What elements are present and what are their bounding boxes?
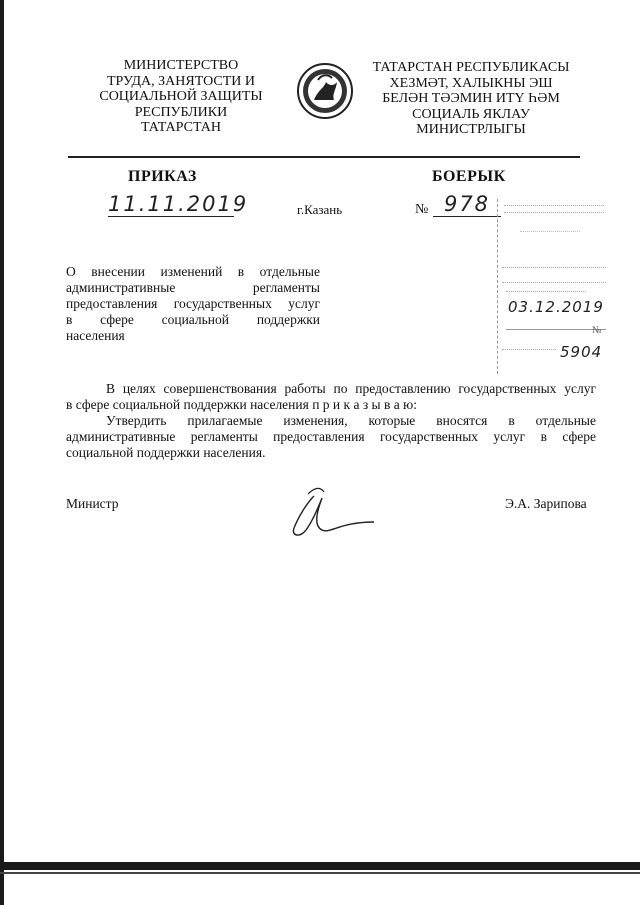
order-subject-line: в сфере социальной поддержки xyxy=(66,312,320,327)
order-body xyxy=(66,381,596,461)
ministry-name-ru-line: СОЦИАЛЬНОЙ ЗАЩИТЫ xyxy=(99,89,263,104)
ministry-name-tt-line: БЕЛӘН ТӘЭМИН ИТҮ ҺӘМ xyxy=(382,91,560,106)
order-subject-line: административные регламенты xyxy=(66,280,320,295)
ministry-name-tt-line: ХЕЗМӘТ, ХАЛЫКНЫ ЭШ xyxy=(389,75,553,91)
order-subject-line: О внесении изменений в отдельные xyxy=(66,264,320,279)
body-line: социальной поддержки населения. xyxy=(66,445,266,460)
scan-bottom-line xyxy=(0,872,640,874)
stamp-number-label: № xyxy=(592,325,602,336)
ministry-name-tt-line: МИНИСТРЛЫГЫ xyxy=(416,122,526,137)
scan-bottom-border xyxy=(0,862,640,870)
tatarstan-emblem-icon xyxy=(296,60,354,122)
scan-left-border xyxy=(0,0,4,905)
order-number-field xyxy=(433,192,501,217)
stamp-reg-number: 5904 xyxy=(560,343,603,361)
stamp-date: 03.12.2019 xyxy=(508,298,604,316)
header-divider xyxy=(68,156,580,158)
signatory-name: Э.А. Зарипова xyxy=(505,496,587,511)
stamp-text-blur xyxy=(502,267,606,283)
order-subject-line: предоставления государственных услуг xyxy=(66,296,320,311)
ministry-name-ru-line: РЕСПУБЛИКИ xyxy=(134,104,228,120)
stamp-number-line xyxy=(506,323,606,330)
stamp-text-blur xyxy=(520,231,580,238)
handwritten-signature xyxy=(284,478,380,544)
order-subject-line: населения xyxy=(66,328,125,343)
ministry-name-ru-line: ТАТАРСТАН xyxy=(140,120,222,135)
order-date-field xyxy=(108,192,249,217)
ministry-name-ru xyxy=(86,58,276,136)
order-date: 11.11.2019 xyxy=(108,192,249,216)
signatory-position: Министр xyxy=(66,496,119,511)
registration-stamp xyxy=(497,199,615,374)
body-line: В целях совершенствования работы по предоставлению государственных услуг xyxy=(106,381,596,396)
body-line: в сфере социальной поддержки населения п р и к а з ы в а ю: xyxy=(66,397,417,412)
order-subject xyxy=(66,264,320,344)
stamp-text-blur xyxy=(506,291,586,292)
stamp-text-blur xyxy=(504,205,604,213)
order-title-tt: БОЕРЫК xyxy=(432,168,506,185)
order-title-ru: ПРИКАЗ xyxy=(128,168,197,185)
body-line: Утвердить прилагаемые изменения, которые вносятся в отдельные xyxy=(106,413,596,428)
order-number-label: № xyxy=(415,202,429,217)
ministry-name-tt-line: ТАТАРСТАН РЕСПУБЛИКАСЫ xyxy=(372,60,570,75)
body-line: административные регламенты предоставления государственных услуг в сфере xyxy=(66,429,596,444)
stamp-text-blur xyxy=(502,349,556,350)
order-number: 978 xyxy=(443,192,491,216)
ministry-name-tt-line: СОЦИАЛЬ ЯКЛАУ xyxy=(412,106,530,122)
city: г.Казань xyxy=(297,202,343,217)
ministry-name-tt xyxy=(362,60,580,138)
ministry-name-ru-line: ТРУДА, ЗАНЯТОСТИ И xyxy=(107,73,255,89)
ministry-name-ru-line: МИНИСТЕРСТВО xyxy=(123,58,239,73)
